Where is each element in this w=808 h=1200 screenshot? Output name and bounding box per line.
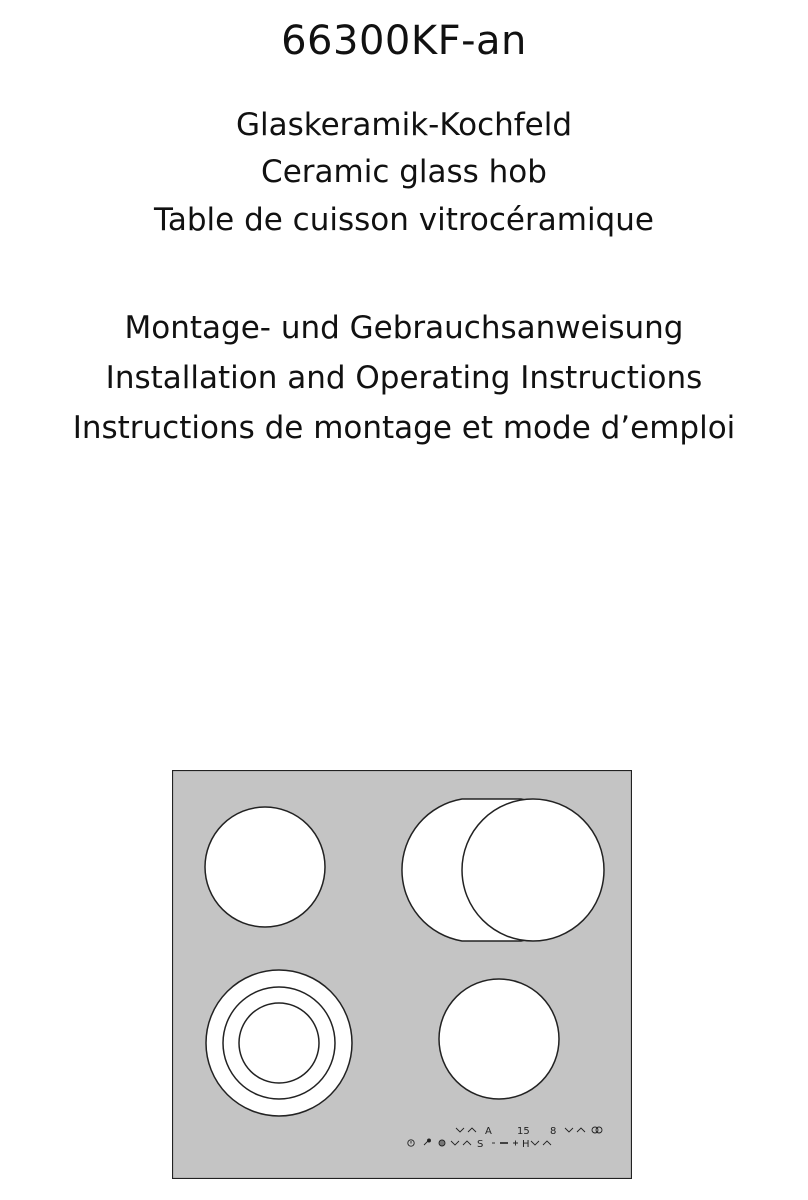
cooking-zone-triple-inner — [239, 1003, 319, 1083]
model-number: 66300KF-an — [281, 18, 527, 64]
cooking-zone-rear-right — [439, 979, 559, 1099]
manual-title-de: Montage- und Gebrauchsanweisung — [124, 310, 684, 346]
product-name-fr: Table de cuisson vitrocéramique — [154, 202, 654, 238]
keep-warm-icon — [439, 1140, 445, 1146]
manual-title-fr: Instructions de montage et mode d’emploi — [72, 410, 736, 446]
manual-title-en: Installation and Operating Instructions — [105, 360, 703, 396]
product-name-en: Ceramic glass hob — [261, 154, 547, 190]
display-heat: H — [522, 1139, 530, 1150]
display-stop-go: S — [477, 1139, 484, 1150]
hob-illustration — [172, 770, 632, 1179]
cooking-zone-front-left — [205, 807, 325, 927]
product-name-de: Glaskeramik-Kochfeld — [235, 107, 573, 143]
display-timer: 15 — [517, 1126, 530, 1137]
display-rear: 8 — [550, 1126, 557, 1137]
cooking-zone-oval-inner — [462, 799, 604, 941]
display-front-left: A — [485, 1126, 492, 1137]
